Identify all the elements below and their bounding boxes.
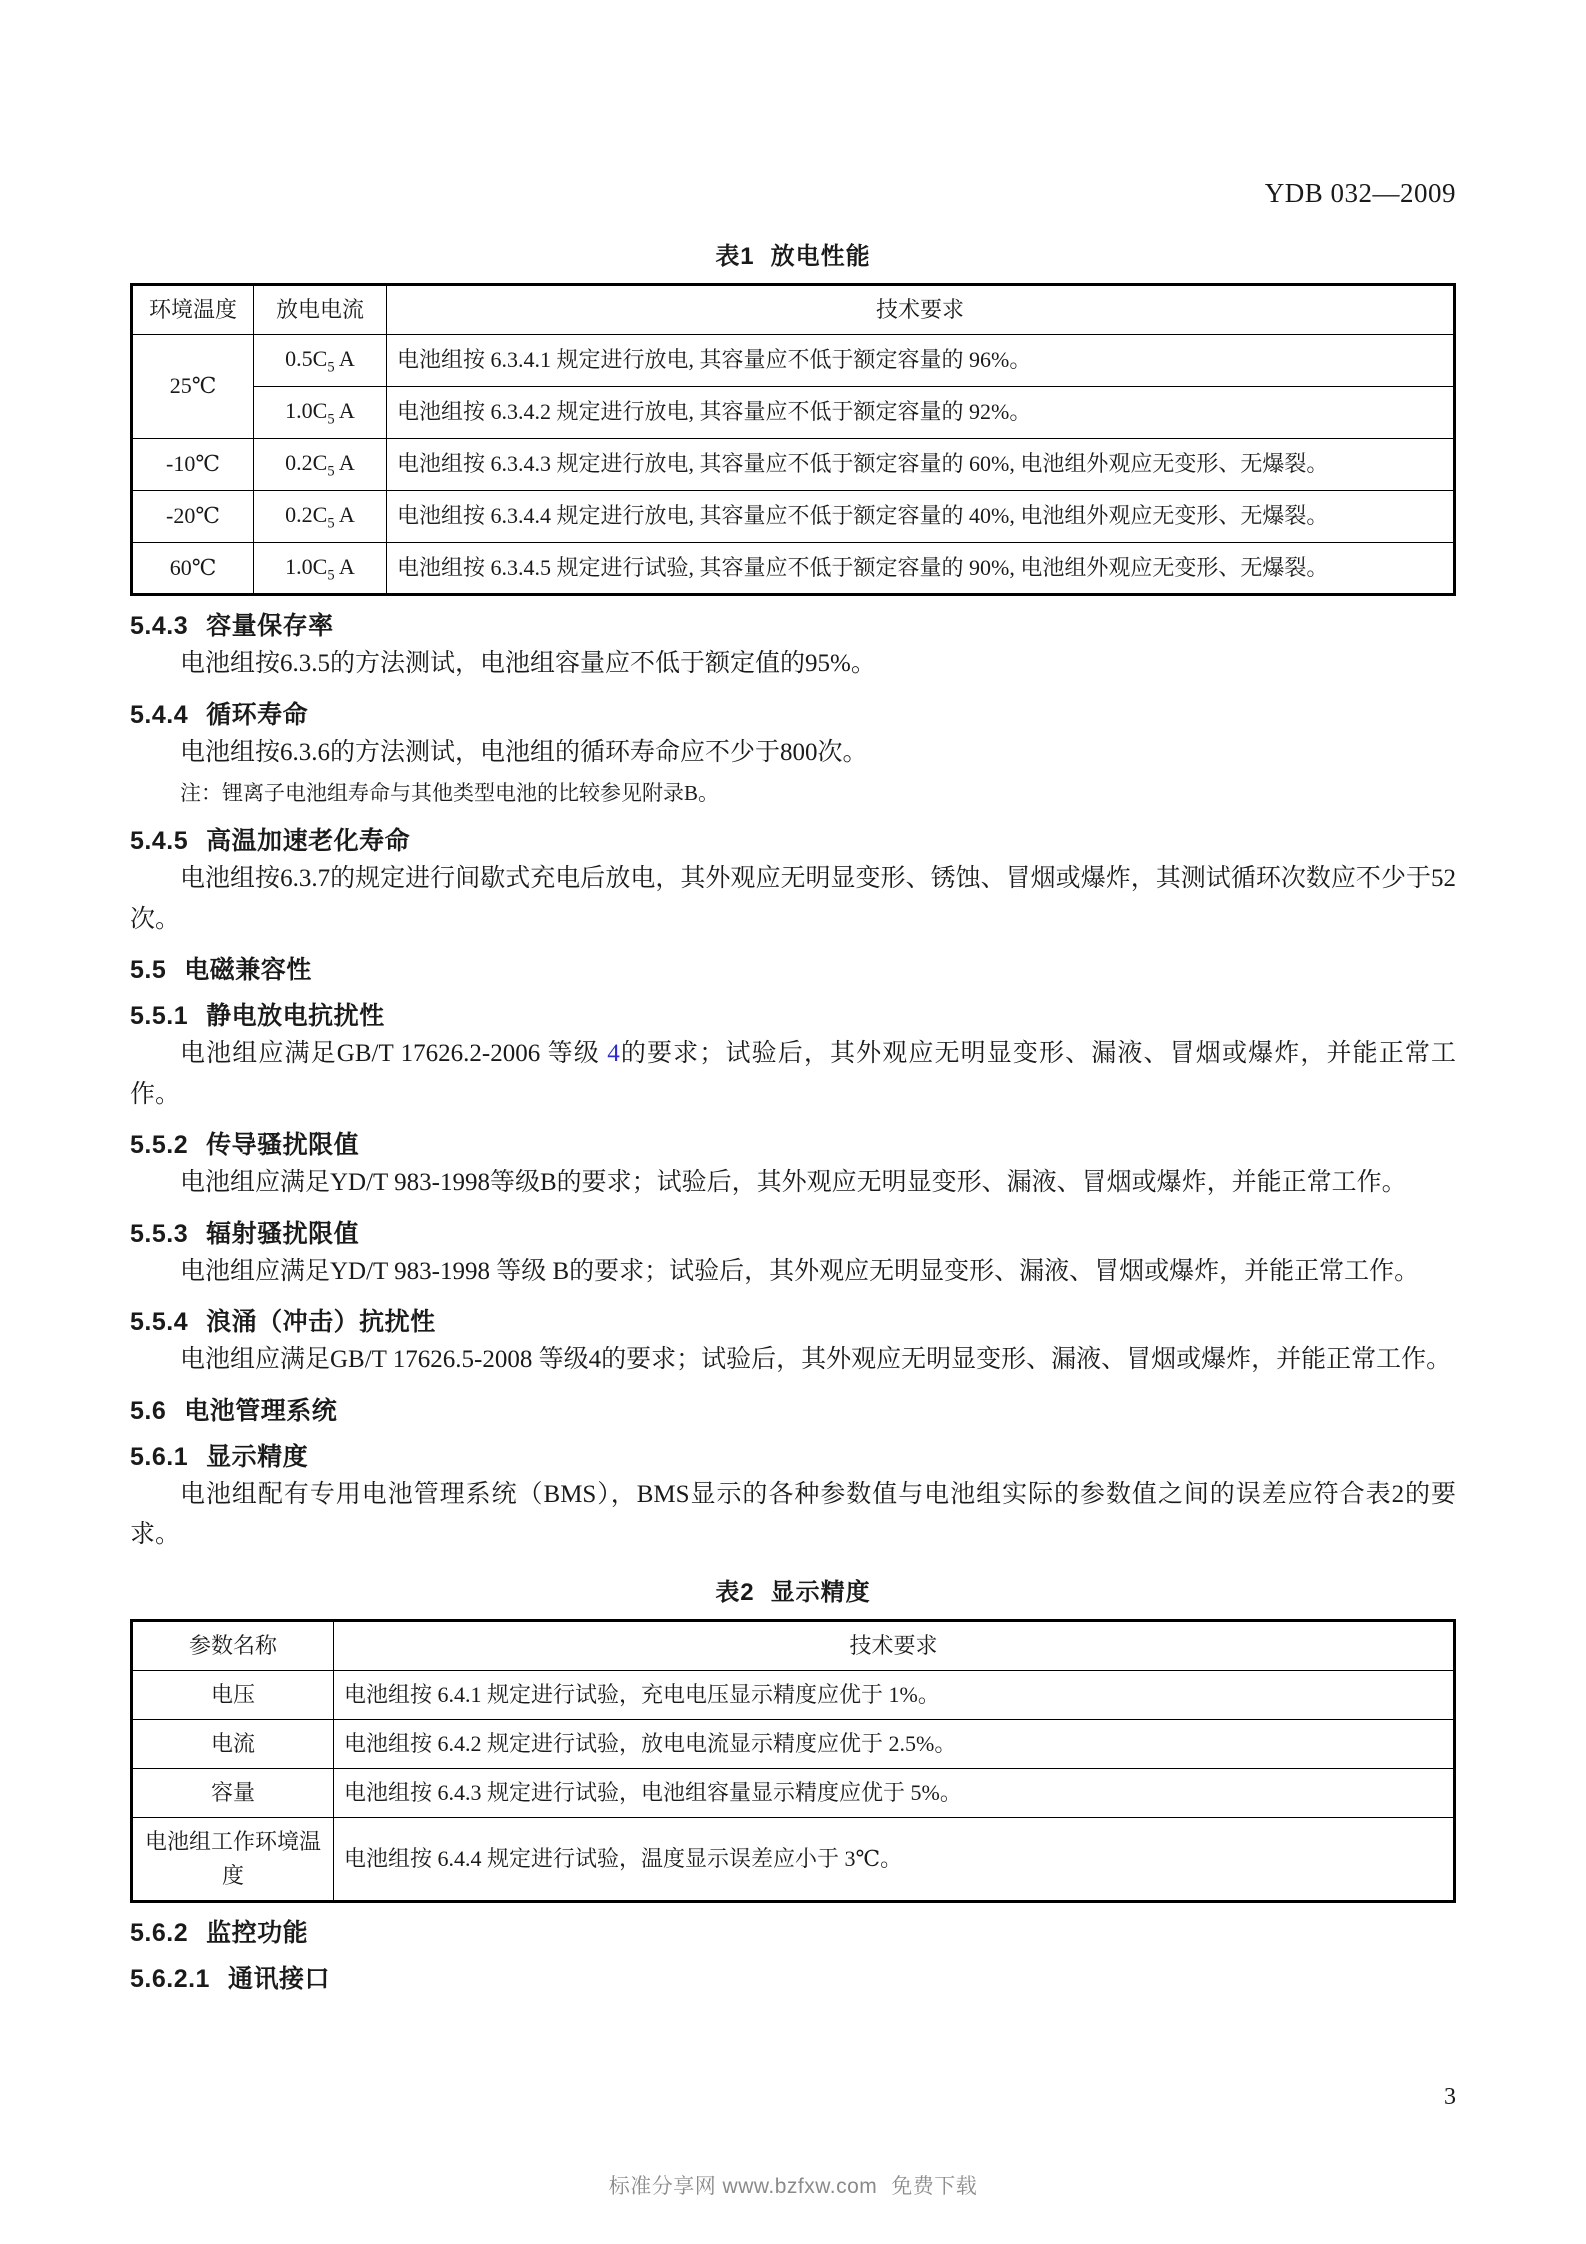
heading-title: 高温加速老化寿命 [206,827,411,856]
paragraph-5-5-1-level-value: 4 [607,1040,620,1068]
table-row [132,490,1455,542]
current-unit: A [334,397,355,423]
heading-5-5 [130,950,1456,986]
current-subscript: 5 [327,359,335,376]
table2-col-header-parameter: 参数名称 [132,1620,334,1670]
heading-title: 电池管理系统 [184,1396,338,1425]
table1-cell-current [254,386,387,438]
paragraph-5-5-1-pre: 电池组应满足GB/T 17626.2-2006 等级 [180,1040,608,1068]
table2-cell-requirement: 电池组按 6.4.1 规定进行试验，充电电压显示精度应优于 1%。 [334,1670,1455,1719]
table2-caption-title: 显示精度 [770,1578,871,1606]
current-subscript: 5 [327,411,335,428]
heading-title: 辐射骚扰限值 [206,1219,360,1248]
current-subscript: 5 [327,566,335,583]
table1-cell-current [254,335,387,387]
table1-cell-requirement: 电池组按 6.3.4.5 规定进行试验, 其容量应不低于额定容量的 90%, 电池组外观应无变形、无爆裂。 [387,542,1455,595]
table1 [130,283,1456,596]
heading-number: 5.4.4 [130,700,189,729]
table-row [132,1719,1455,1768]
table1-cell-requirement: 电池组按 6.3.4.2 规定进行放电, 其容量应不低于额定容量的 92%。 [387,386,1455,438]
heading-number: 5.6.2.1 [130,1965,210,1994]
table1-block [130,236,1456,596]
heading-title: 循环寿命 [206,700,309,729]
table2 [130,1619,1456,1904]
table2-col-header-requirement: 技术要求 [334,1620,1455,1670]
table2-header-row [132,1620,1455,1670]
paragraph-5-6-1: 电池组配有专用电池管理系统（BMS），BMS显示的各种参数值与电池组实际的参数值之间的误差应符合表2的要求。 [130,1480,1456,1549]
paragraph-5-5-1-post: 的要求；试验后，其外观应无明显变形、漏液、冒烟或爆炸，并能正常工作。 [130,1040,1456,1108]
paragraph-5-4-5: 电池组按6.3.7的规定进行间歇式充电后放电，其外观应无明显变形、锈蚀、冒烟或爆炸，其测试循环次数应不少于52次。 [130,865,1456,933]
paragraph-5-5-4: 电池组应满足GB/T 17626.5-2008 等级4的要求；试验后，其外观应无明显变形、漏液、冒烟或爆炸，并能正常工作。 [180,1346,1452,1374]
heading-title: 电磁兼容性 [184,956,312,985]
table2-block [130,1572,1456,1904]
heading-number: 5.4.5 [130,827,189,856]
table1-caption-label: 表1 [715,243,755,270]
current-value: 0.2C [285,449,328,475]
table2-cell-parameter: 电池组工作环境温度 [132,1817,334,1901]
heading-number: 5.6 [130,1396,167,1425]
heading-number: 5.6.2 [130,1919,189,1948]
current-value: 0.2C [285,501,328,527]
table-row [132,386,1455,438]
paragraph-5-5-1 [130,1034,1456,1115]
heading-number: 5.5.4 [130,1308,189,1337]
paragraph-5-5-3: 电池组应满足YD/T 983-1998 等级 B的要求；试验后，其外观应无明显变形、漏液、冒烟或爆炸，并能正常工作。 [180,1257,1420,1285]
table-row [132,438,1455,490]
heading-number: 5.5.1 [130,1002,189,1031]
heading-title: 浪涌（冲击）抗扰性 [206,1308,436,1337]
table1-cell-requirement: 电池组按 6.3.4.1 规定进行放电, 其容量应不低于额定容量的 96%。 [387,335,1455,387]
heading-number: 5.6.1 [130,1442,189,1471]
heading-title: 静电放电抗扰性 [206,1002,385,1031]
table1-cell-requirement: 电池组按 6.3.4.4 规定进行放电, 其容量应不低于额定容量的 40%, 电池组外观应无变形、无爆裂。 [387,490,1455,542]
table2-caption-label: 表2 [715,1578,755,1606]
page-content [130,222,1456,1997]
page-number: 3 [1444,2084,1456,2110]
heading-title: 通讯接口 [227,1965,330,1994]
table1-cell-current [254,490,387,542]
table2-caption [130,1572,1456,1607]
heading-5-4-5 [130,821,1456,857]
heading-5-5-3 [130,1214,1456,1250]
table1-cell-temperature: 60℃ [132,542,254,595]
current-subscript: 5 [327,463,335,480]
table2-cell-requirement: 电池组按 6.4.2 规定进行试验，放电电流显示精度应优于 2.5%。 [334,1719,1455,1768]
heading-number: 5.5.2 [130,1131,189,1160]
table2-cell-requirement: 电池组按 6.4.3 规定进行试验，电池组容量显示精度应优于 5%。 [334,1768,1455,1817]
table1-col-header-requirement: 技术要求 [387,285,1455,335]
table1-header-row [132,285,1455,335]
table1-cell-temperature: -20℃ [132,490,254,542]
heading-5-5-4 [130,1302,1456,1338]
table1-cell-current [254,438,387,490]
heading-title: 显示精度 [206,1442,309,1471]
table-row [132,1670,1455,1719]
heading-5-6-1 [130,1437,1456,1473]
table2-cell-parameter: 容量 [132,1768,334,1817]
table1-cell-temperature: -10℃ [132,438,254,490]
heading-title: 传导骚扰限值 [206,1131,360,1160]
table1-caption [130,236,1456,271]
current-value: 0.5C [285,346,328,372]
heading-5-6-2 [130,1913,1456,1949]
heading-5-5-1 [130,996,1456,1032]
heading-title: 监控功能 [206,1919,309,1948]
table-row [132,542,1455,595]
table-row [132,1817,1455,1901]
table2-cell-parameter: 电流 [132,1719,334,1768]
current-value: 1.0C [285,553,328,579]
table1-col-header-temperature: 环境温度 [132,285,254,335]
table2-cell-parameter: 电压 [132,1670,334,1719]
watermark-site: 标准分享网 www.bzfxw.com [608,2175,878,2198]
heading-5-4-3 [130,606,1456,642]
heading-5-4-4 [130,695,1456,731]
paragraph-5-4-4: 电池组按6.3.6的方法测试，电池组的循环寿命应不少于800次。 [180,738,868,766]
watermark-label: 免费下载 [891,2175,978,2198]
paragraph-5-4-3: 电池组按6.3.5的方法测试，电池组容量应不低于额定值的95%。 [180,650,876,678]
table1-caption-title: 放电性能 [770,243,871,270]
footer-watermark [0,2170,1586,2200]
current-value: 1.0C [285,397,328,423]
current-unit: A [334,501,355,527]
current-unit: A [334,449,355,475]
current-unit: A [334,346,355,372]
heading-5-6 [130,1391,1456,1427]
table-row [132,1768,1455,1817]
current-unit: A [334,553,355,579]
heading-number: 5.5 [130,956,167,985]
heading-5-6-2-1 [130,1959,1456,1995]
heading-title: 容量保存率 [206,612,334,641]
table2-cell-requirement: 电池组按 6.4.4 规定进行试验，温度显示误差应小于 3℃。 [334,1817,1455,1901]
note-5-4-4: 注：锂离子电池组寿命与其他类型电池的比较参见附录B。 [180,781,720,806]
table1-cell-current [254,542,387,595]
current-subscript: 5 [327,515,335,532]
table1-cell-temperature: 25℃ [132,335,254,439]
table1-cell-requirement: 电池组按 6.3.4.3 规定进行放电, 其容量应不低于额定容量的 60%, 电池组外观应无变形、无爆裂。 [387,438,1455,490]
table1-col-header-current: 放电电流 [254,285,387,335]
heading-5-5-2 [130,1125,1456,1161]
document-header-number: YDB 032—2009 [1264,178,1456,208]
heading-number: 5.5.3 [130,1219,189,1248]
table-row [132,335,1455,387]
paragraph-5-5-2: 电池组应满足YD/T 983-1998等级B的要求；试验后，其外观应无明显变形、漏液、冒烟或爆炸，并能正常工作。 [180,1169,1407,1197]
heading-number: 5.4.3 [130,612,189,641]
